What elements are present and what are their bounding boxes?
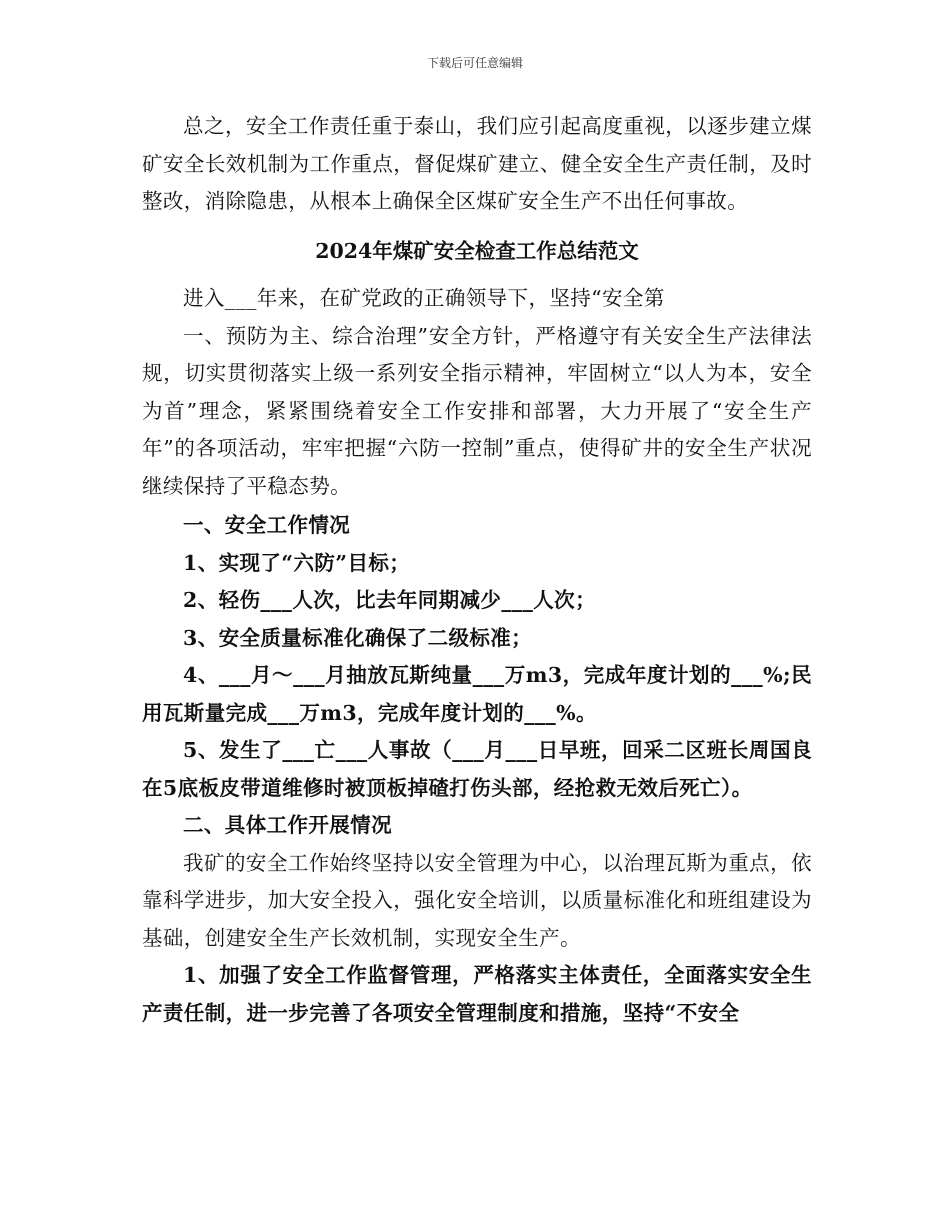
page-header: 下载后可任意编辑 [426,56,523,70]
paragraph-1: 进入___年来，在矿党政的正确领导下，坚持“安全第 [183,286,665,310]
paragraph-2: 一、预防为主、综合治理”安全方针，严格遵守有关安全生产法律法规，切实贯彻落实上级一系列安全指示精神，牢固树立“以人为本，安全为首”理念，紧紧围绕着安全工作安排和部署，大力开展了“安全生产年”的各项活动，牢牢把握“六防一控制”重点，使得矿井的安全生产状况继续保持了平稳态势。 [142,323,812,498]
document-body [142,108,812,1032]
section-heading-2: 二、具体工作开展情况 [183,813,392,837]
intro-paragraph: 总之，安全工作责任重于泰山，我们应引起高度重视，以逐步建立煤矿安全长效机制为工作重点，督促煤矿建立、健全安全生产责任制，及时整改，消除隐患，从根本上确保全区煤矿安全生产不出任何事故。 [142,114,812,213]
list-item-4: 4、___月～___月抽放瓦斯纯量___万m3，完成年度计划的___%;民用瓦斯量完成___万m3，完成年度计划的___%。 [142,663,812,725]
paragraph-4: 1、加强了安全工作监督管理，严格落实主体责任，全面落实安全生产责任制，进一步完善了各项安全管理制度和措施，坚持“不安全 [142,963,812,1025]
paragraph-3: 我矿的安全工作始终坚持以安全管理为中心，以治理瓦斯为重点，依靠科学进步，加大安全投入，强化安全培训，以质量标准化和班组建设为基础，创建安全生产长效机制，实现安全生产。 [142,850,812,950]
list-item-5: 5、发生了___亡___人事故（___月___日早班，回采二区班长周国良在5底板皮带道维修时被顶板掉碴打伤头部，经抢救无效后死亡）。 [142,738,812,800]
list-item-3: 3、安全质量标准化确保了二级标准； [183,625,533,650]
section-heading-1: 一、安全工作情况 [183,513,351,537]
document-title: 2024年煤矿安全检查工作总结范文 [315,238,639,263]
list-item-2: 2、轻伤___人次，比去年同期减少___人次； [183,588,596,612]
list-item-1: 1、实现了“六防”目标； [183,550,411,575]
